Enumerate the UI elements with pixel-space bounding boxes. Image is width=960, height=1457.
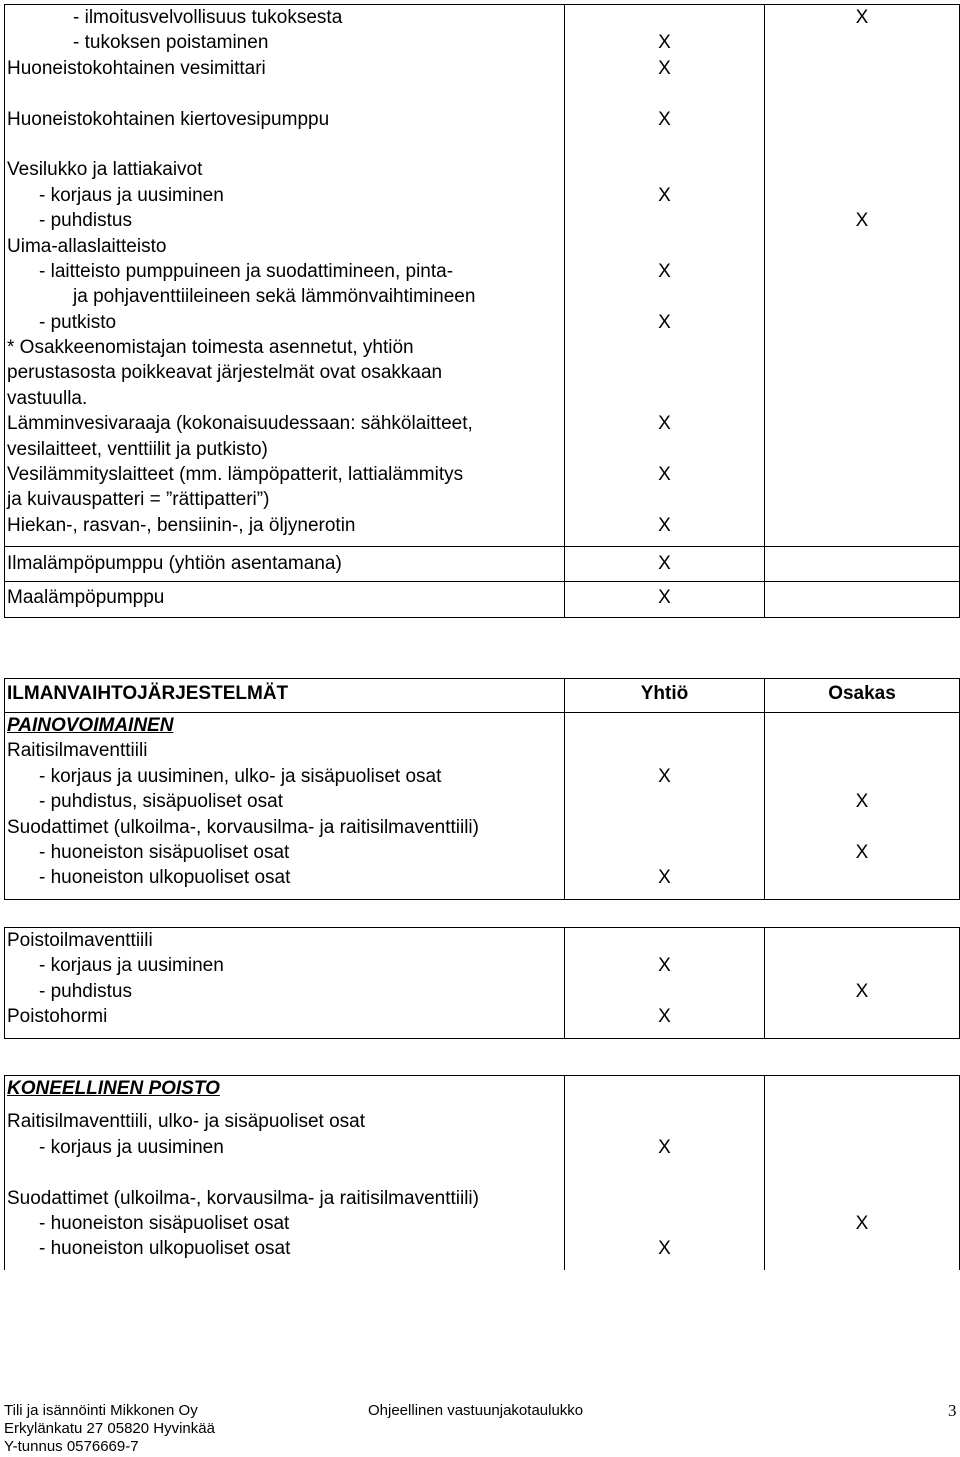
shareholder-cell [765, 1076, 960, 1270]
company-mark: X [658, 413, 671, 435]
company-mark: X [658, 867, 671, 889]
footer-business-id: Y-tunnus 0576669-7 [4, 1438, 139, 1455]
shareholder-mark [765, 259, 959, 284]
shareholder-mark [765, 815, 959, 840]
item-text: Huoneistokohtainen vesimittari [7, 57, 266, 79]
company-mark: X [658, 514, 671, 536]
item-text: - korjaus ja uusiminen [39, 1136, 224, 1158]
company-mark [565, 789, 764, 814]
company-mark [565, 360, 764, 385]
shareholder-cell [765, 928, 960, 1039]
column-header-company: Yhtiö [565, 679, 765, 713]
item-text: - korjaus ja uusiminen, ulko- ja sisäpuoliset osat [39, 765, 442, 787]
shareholder-mark [765, 335, 959, 360]
shareholder-mark [765, 183, 959, 208]
table-row [5, 1076, 960, 1270]
shareholder-mark [765, 1109, 959, 1134]
item-text [7, 132, 564, 157]
shareholder-mark: X [855, 7, 869, 28]
shareholder-mark [765, 1004, 959, 1029]
company-mark: X [658, 1136, 671, 1158]
company-mark [565, 487, 764, 512]
section-title: ILMANVAIHTOJÄRJESTELMÄT [5, 679, 565, 713]
company-mark [565, 1160, 764, 1185]
shareholder-mark [765, 386, 959, 411]
company-mark [565, 5, 764, 30]
page-number: 3 [948, 1401, 957, 1420]
item-text: - puhdistus, sisäpuoliset osat [39, 791, 283, 813]
shareholder-mark [765, 310, 959, 335]
footer-company: Tili ja isännöinti Mikkonen Oy [4, 1402, 198, 1419]
item-text: ja kuivauspatteri = ”rättipatteri”) [7, 489, 270, 511]
company-mark: X [658, 464, 671, 486]
company-mark: X [658, 32, 671, 54]
item-text: - huoneiston sisäpuoliset osat [39, 841, 290, 863]
shareholder-mark [765, 1186, 959, 1211]
company-cell [565, 1076, 765, 1270]
shareholder-mark [765, 513, 959, 538]
item-text: - huoneiston ulkopuoliset osat [39, 1238, 291, 1260]
company-mark [565, 157, 764, 182]
table-row [5, 582, 960, 618]
shareholder-cell [765, 713, 960, 900]
table-row [5, 547, 960, 582]
company-mark [565, 815, 764, 840]
responsibility-table-water [4, 4, 960, 618]
footer-address: Erkylänkatu 27 05820 Hyvinkää [4, 1420, 215, 1437]
item-cell [5, 5, 565, 547]
company-cell: X [565, 582, 765, 618]
company-cell: X [565, 547, 765, 582]
item-text: Vesilämmityslaitteet (mm. lämpöpatterit, lattialämmitys [7, 464, 464, 486]
item-text: - korjaus ja uusiminen [39, 955, 224, 977]
item-text: Lämminvesivaraaja (kokonaisuudessaan: sähkölaitteet, [7, 413, 473, 435]
company-mark [565, 437, 764, 462]
item-text: - putkisto [39, 311, 117, 333]
company-mark [565, 1109, 764, 1134]
company-mark: X [658, 1238, 671, 1260]
company-mark: X [658, 1006, 671, 1028]
responsibility-table-ventilation [4, 678, 960, 900]
company-mark: X [658, 57, 671, 79]
item-text: Raitisilmaventtiili, ulko- ja sisäpuoliset osat [7, 1111, 365, 1133]
company-mark [565, 979, 764, 1004]
shareholder-mark [765, 764, 959, 789]
item-text: Suodattimet (ulkoilma-, korvausilma- ja raitisilmaventtiili) [7, 1187, 479, 1209]
column-header-shareholder: Osakas [765, 679, 960, 713]
company-mark [565, 284, 764, 309]
item-cell: Ilmalämpöpumppu (yhtiön asentamana) [5, 547, 565, 582]
footer-company-info [4, 1402, 215, 1456]
shareholder-mark: X [855, 791, 869, 813]
item-text: Raitisilmaventtiili [7, 740, 148, 762]
shareholder-mark [765, 132, 959, 157]
shareholder-mark [765, 157, 959, 182]
company-mark [565, 81, 764, 106]
shareholder-mark: X [855, 1212, 869, 1234]
item-text: Huoneistokohtainen kiertovesipumppu [7, 108, 330, 130]
shareholder-mark [765, 487, 959, 512]
item-text [7, 81, 564, 106]
company-mark [565, 386, 764, 411]
company-mark [565, 208, 764, 233]
item-text: vesilaitteet, venttiilit ja putkisto) [7, 438, 268, 460]
shareholder-mark [765, 30, 959, 55]
shareholder-mark [765, 437, 959, 462]
shareholder-mark: X [855, 841, 869, 863]
responsibility-table-mechanical [4, 1075, 960, 1270]
shareholder-mark [765, 928, 959, 953]
company-mark [565, 928, 764, 953]
item-text: - laitteisto pumppuineen ja suodattimineen, pinta- [39, 260, 454, 282]
item-text: Poistoilmaventtiili [7, 930, 153, 951]
item-cell [5, 713, 565, 900]
shareholder-mark [765, 1135, 959, 1160]
shareholder-mark [765, 360, 959, 385]
item-text: Suodattimet (ulkoilma-, korvausilma- ja raitisilmaventtiili) [7, 816, 479, 838]
company-mark [565, 1211, 764, 1236]
footer-doc-title: Ohjeellinen vastuunjakotaulukko [368, 1402, 584, 1419]
item-text: - puhdistus [39, 980, 132, 1002]
table-row [5, 5, 960, 547]
shareholder-mark [765, 1236, 959, 1261]
responsibility-table-exhaust [4, 927, 960, 1039]
subheading: KONEELLINEN POISTO [7, 1078, 220, 1099]
item-text: - puhdistus [39, 210, 132, 232]
item-text [7, 1160, 564, 1185]
item-text: - ilmoitusvelvollisuus tukoksesta [73, 7, 343, 28]
item-cell: Maalämpöpumppu [5, 582, 565, 618]
item-text: ja pohjaventtiileineen sekä lämmönvaihtimineen [73, 286, 476, 308]
shareholder-mark [765, 1160, 959, 1185]
shareholder-cell [765, 582, 960, 618]
shareholder-mark [765, 284, 959, 309]
item-text: Hiekan-, rasvan-, bensiinin-, ja öljynerotin [7, 514, 356, 536]
shareholder-mark: X [855, 210, 869, 232]
shareholder-cell [765, 547, 960, 582]
shareholder-mark [765, 738, 959, 763]
company-mark [565, 1186, 764, 1211]
company-mark: X [658, 955, 671, 977]
item-text: - korjaus ja uusiminen [39, 184, 224, 206]
company-cell [565, 713, 765, 900]
table-row [5, 713, 960, 900]
shareholder-mark [765, 865, 959, 890]
item-text: Uima-allaslaitteisto [7, 235, 167, 257]
company-mark: X [658, 260, 671, 282]
shareholder-mark [765, 462, 959, 487]
item-text: - huoneiston ulkopuoliset osat [39, 867, 291, 889]
company-mark [565, 840, 764, 865]
company-mark: X [658, 765, 671, 787]
shareholder-mark [765, 107, 959, 132]
company-mark [565, 234, 764, 259]
shareholder-mark [765, 411, 959, 436]
item-text: perustasosta poikkeavat järjestelmät ovat osakkaan [7, 362, 443, 384]
table-header-row [5, 679, 960, 713]
shareholder-cell [765, 5, 960, 547]
company-cell [565, 5, 765, 547]
item-text: * Osakkeenomistajan toimesta asennetut, yhtiön [7, 337, 414, 359]
shareholder-mark: X [855, 980, 869, 1002]
item-text: - huoneiston sisäpuoliset osat [39, 1212, 290, 1234]
item-cell [5, 1076, 565, 1270]
company-mark [565, 738, 764, 763]
table-row [5, 928, 960, 1039]
shareholder-mark [765, 953, 959, 978]
subheading: PAINOVOIMAINEN [7, 715, 174, 736]
company-mark: X [658, 108, 671, 130]
shareholder-mark [765, 56, 959, 81]
item-text: Poistohormi [7, 1006, 108, 1028]
company-cell [565, 928, 765, 1039]
company-mark: X [658, 184, 671, 206]
shareholder-mark [765, 81, 959, 106]
company-mark [565, 335, 764, 360]
company-mark: X [658, 311, 671, 333]
item-text: - tukoksen poistaminen [73, 32, 269, 54]
company-mark [565, 132, 764, 157]
shareholder-mark [765, 234, 959, 259]
item-text: Vesilukko ja lattiakaivot [7, 159, 203, 181]
item-text: vastuulla. [7, 387, 88, 409]
item-cell [5, 928, 565, 1039]
